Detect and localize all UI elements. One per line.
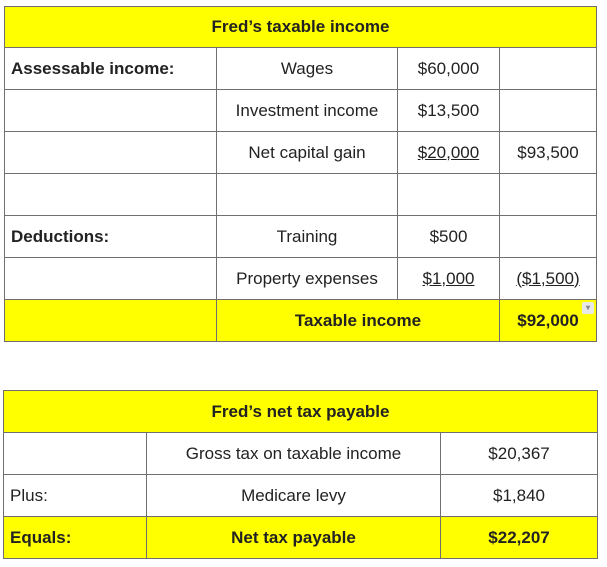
taxable-income-value[interactable] [500,300,597,342]
row-prefix: Equals: [4,517,147,559]
taxable-income-title: Fred’s taxable income [5,7,597,48]
deduction-item-label: Training [217,216,398,258]
net-tax-payable-value: $22,207 [441,517,598,559]
income-item-amount: $20,000 [398,132,500,174]
empty-cell [5,174,217,216]
dropdown-indicator-icon[interactable]: ▾ [582,302,594,314]
row-label: Medicare levy [147,475,441,517]
row-prefix: Plus: [4,475,147,517]
row-label: Gross tax on taxable income [147,433,441,475]
income-item-amount: $60,000 [398,48,500,90]
taxable-income-value-text: $92,000 [517,310,579,330]
income-item-label: Wages [217,48,398,90]
empty-cell [5,90,217,132]
net-tax-payable-table [3,390,598,559]
assessable-income-total: $93,500 [500,132,597,174]
empty-cell [217,174,398,216]
row-value: $1,840 [441,475,598,517]
empty-cell [5,300,217,342]
net-tax-payable-label: Net tax payable [147,517,441,559]
taxable-income-table [4,6,597,342]
empty-cell [398,174,500,216]
empty-cell [500,174,597,216]
deductions-total: ($1,500) [500,258,597,300]
income-item-total [500,48,597,90]
income-item-amount: $13,500 [398,90,500,132]
income-item-total [500,90,597,132]
deduction-item-total [500,216,597,258]
empty-cell [5,258,217,300]
deductions-label: Deductions: [5,216,217,258]
income-item-label: Investment income [217,90,398,132]
row-prefix [4,433,147,475]
assessable-income-label: Assessable income: [5,48,217,90]
empty-cell [5,132,217,174]
income-item-label: Net capital gain [217,132,398,174]
net-tax-payable-title: Fred’s net tax payable [4,391,598,433]
deduction-item-amount: $1,000 [398,258,500,300]
row-value: $20,367 [441,433,598,475]
deduction-item-amount: $500 [398,216,500,258]
deduction-item-label: Property expenses [217,258,398,300]
taxable-income-label: Taxable income [217,300,500,342]
